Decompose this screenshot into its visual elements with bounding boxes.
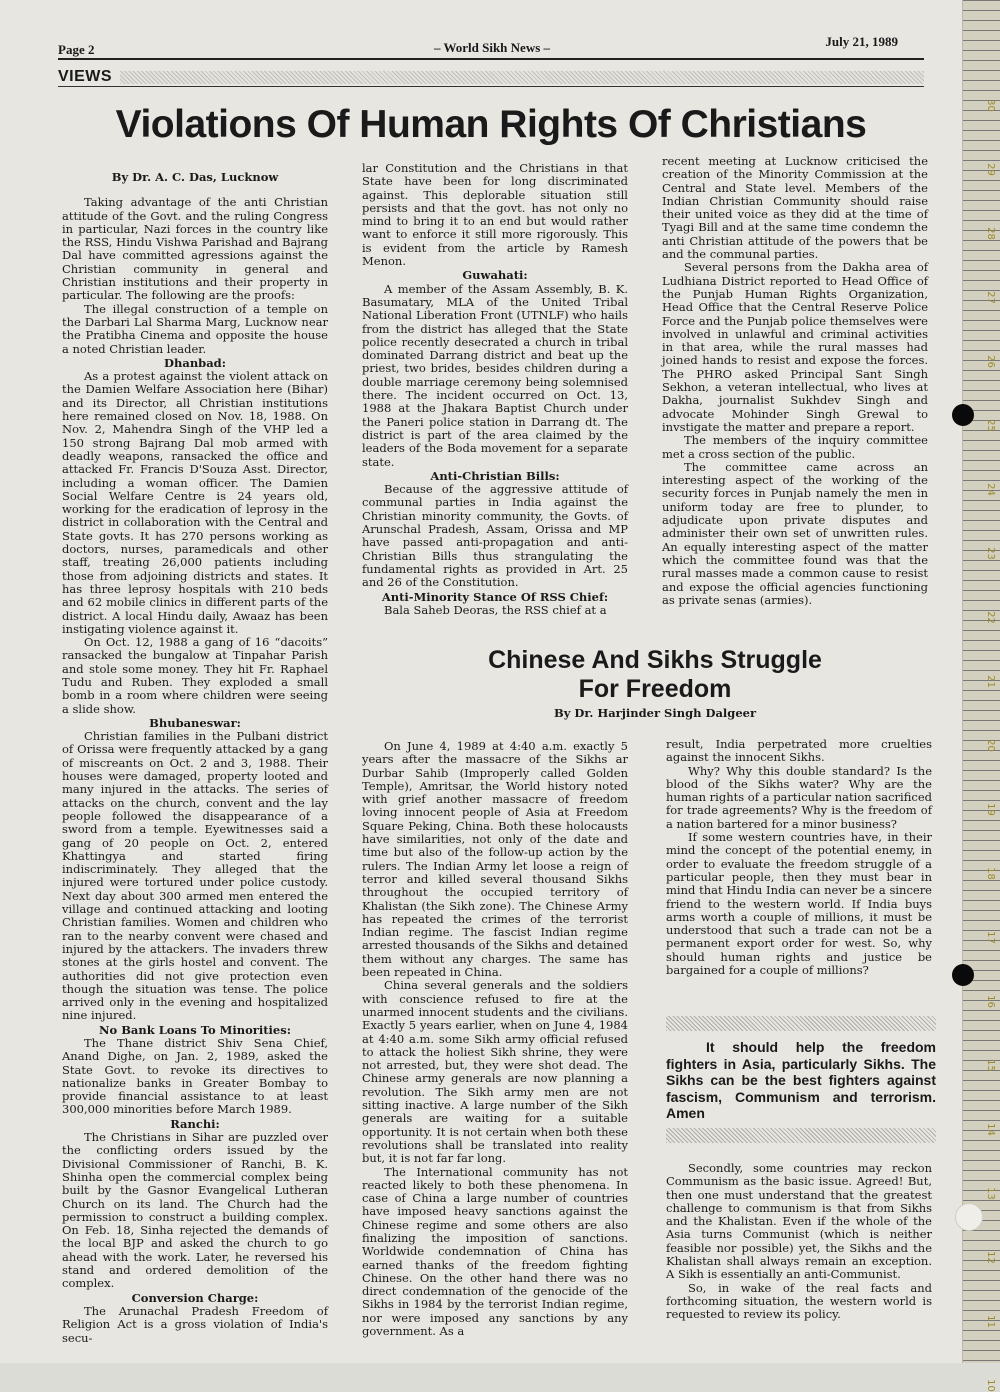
ruler-tick: 26 xyxy=(985,355,997,368)
punch-hole-empty xyxy=(955,1203,983,1231)
article2-title-line2: For Freedom xyxy=(578,675,732,703)
ruler-tick: 10 xyxy=(985,1379,997,1392)
paragraph: The Arunachal Pradesh Freedom of Religion Act is a gross violation of India's secu- xyxy=(62,1303,328,1345)
paragraph: So, in wake of the real facts and forthcoming situation, the western world is requested to review its policy. xyxy=(666,1280,932,1322)
subheading: Dhanbad: xyxy=(164,355,226,370)
paper-name: – World Sikh News – xyxy=(433,40,551,55)
subheading: Anti-Christian Bills: xyxy=(430,468,560,483)
ruler-tick: 13 xyxy=(985,1187,997,1200)
paragraph: The Thane district Shiv Sena Chief, Anand Dighe, on Jan. 2, 1989, asked the State Govt. to revoke its directives to nationalize banks in Greater Bombay to provide financial assistance to at least 300,000 minorities before March 1989. xyxy=(62,1036,328,1117)
ruler xyxy=(962,0,1000,1392)
ruler-tick: 18 xyxy=(985,867,997,880)
ruler-tick: 17 xyxy=(985,931,997,944)
paragraph: Taking advantage of the anti Christian attitude of the Govt. and the ruling Congress in particular, Nazi forces in the country like the RSS, Hindu Vishwa Parishad and Bajrang Dal have committed agressions against the Christian community in general and Christian institutions and their property in particular. The following are the proofs: xyxy=(62,195,328,303)
section-rule xyxy=(58,86,924,87)
subheading: Bhubaneswar: xyxy=(149,715,241,730)
paragraph: On Oct. 12, 1988 a gang of 16 “dacoits” ransacked the bungalow at Tinpahar Parish and stole some money. They hit Fr. Raphael Tudu and Ruben. They exploded a small bomb in a room where children were seeing a slide show. xyxy=(62,635,328,716)
subheading: Ranchi: xyxy=(170,1116,220,1131)
pull-quote-band-top xyxy=(666,1016,936,1031)
ruler-tick: 30 xyxy=(985,99,997,112)
paragraph: result, India perpetrated more cruelties against the innocent Sikhs. xyxy=(666,737,932,765)
paragraph: Several persons from the Dakha area of Ludhiana District reported to Head Office of the Punjab Human Rights Organization, Head Office that the Central Reserve Police Force and the Punjab police themselves were involved in unlawful and criminal activities in that area, while the rural masses had joined hands to resist and expose the forces. The PHRO asked Principal Sant Singh Sekhon, a veteran intellectual, who lives at Dakha, journalist Sukhdev Singh and advocate Mohinder Singh Grewal to invstigate the matter and prepare a report. xyxy=(662,260,928,434)
ruler-tick: 15 xyxy=(985,1059,997,1072)
paragraph: Because of the aggressive attitude of communal parties in India against the Christian minority community, the Govts. of Arunschal Pradesh, Assam, Orissa and MP have passed anti-propagation and anti-Christian Bills thus strangulating the fundamental rights as provided in Art. 25 and 26 of the Constitution. xyxy=(362,482,628,590)
ruler-tick: 16 xyxy=(985,995,997,1008)
section-band xyxy=(120,71,924,84)
paragraph: As a protest against the violent attack on the Damien Welfare Association here (Bihar) and its Director, all Christian institutions here remained closed on Nov. 18, 1988. On Nov. 2, Mahendra Singh of the VHP led a 150 strong Bajrang Dal mob armed with deadly weapons, ransacked the office and attacked Fr. Francis D'Souza Asst. Director, including a woman officer. The Damien Social Welfare Centre is 24 years old, working for the eradication of leprosy in the district in collaboration with the Central and State govts. It has 270 persons working as doctors, nurses, paramedicals and other staff, treating 26,000 patients including those from adjoining districts and states. It has three leprosy hospitals with 210 beds and 62 mobile clinics in different parts of the district. A local Hindu daily, Awaaz has been instigating violence against it. xyxy=(62,369,328,636)
article1-title: Violations Of Human Rights Of Christians xyxy=(115,103,867,146)
pull-quote xyxy=(666,1016,936,1143)
paragraph: Christian families in the Pulbani district of Orissa were frequently attacked by a gang of miscreants on Oct. 2 and 3, 1988. Their houses were damaged, property looted and many injured in the attacks. The series of attacks on the church, convent and the lay people followed the disappearance of a sword from a temple. Eyewitnesses said a gang of 20 people on Oct. 2, entered Khattingya and started firing indiscriminately. They alleged that the injured were tortured under police custody. Next day about 300 armed men entered the village and continued attacking and looting Christian families. Women and children who ran to the nearby convent were chased and injured by the attackers. The invaders threw stones at the girls hostel and convent. The authorities did not give protection even though the situation was tense. The police arrived only in the evening and hospitalized nine injured. xyxy=(62,729,328,1023)
pull-quote-band-bottom xyxy=(666,1128,936,1143)
ruler-tick: 20 xyxy=(985,739,997,752)
ruler-tick: 27 xyxy=(985,291,997,304)
article1-column-2 xyxy=(362,162,628,617)
paragraph: China several generals and the soldiers with conscience refused to fire at the unarmed innocent students and the civilians. Exactly 5 years earlier, when on June 4, 1984 at 4:40 a.m. some Sikh army official refused to attack the holiest Sikh shrine, they were not arrested, but, they were shot dead. The Chinese army generals are now planning a revolution. The Sikh army men are not sitting inactive. A large number of the Sikh generals are waiting for a suitable opportunity. It is not certain when both these revolutions shall be translated into reality but, it is not far far long. xyxy=(362,978,628,1166)
header-rule xyxy=(58,58,924,60)
article1-byline: By Dr. A. C. Das, Lucknow xyxy=(111,170,279,184)
ruler-tick: 21 xyxy=(985,675,997,688)
article2-byline: By Dr. Harjinder Singh Dalgeer xyxy=(553,706,757,720)
ruler-tick: 19 xyxy=(985,803,997,816)
ruler-tick: 28 xyxy=(985,227,997,240)
article2-column-2 xyxy=(666,738,932,977)
paragraph: Why? Why this double standard? Is the blood of the Sikhs water? Why are the human rights of a particular nation sacrificed for trade agreements? Why is the freedom of a nation bartered for a minor business? xyxy=(666,763,932,831)
ruler-tick: 22 xyxy=(985,611,997,624)
article2-column-2-continued xyxy=(666,1162,932,1322)
article1-column-1 xyxy=(62,165,328,1345)
paragraph: On June 4, 1989 at 4:40 a.m. exactly 5 years after the massacre of the Sikhs ar Durbar Sahib (Improperly called Golden Temple), Amritsar, the World history noted with grief another massacre of freedom loving innocent people of Asia at Freedom Square Peking, China. Both these holocausts have similarities, not only of the date and time but also of the follow-up action by the rulers. The Indian Army let loose a reign of terror and killed several thousand Sikhs throughout the occupied territory of Khalistan (the Sikh zone). The Chinese Army has repeated the crimes of the terrorist Indian regime. The fascist Indian regime arrested thousands of the Sikhs and detained them without any charges. The same has been repeated in China. xyxy=(362,739,628,980)
ruler-tick: 11 xyxy=(985,1315,997,1328)
article1-column-3 xyxy=(662,155,928,607)
article2-title xyxy=(380,646,930,704)
paragraph: The members of the inquiry committee met a cross section of the public. xyxy=(662,433,928,461)
article2-title-line1: Chinese And Sikhs Struggle xyxy=(488,646,822,674)
section-label: VIEWS xyxy=(58,68,113,85)
subheading: No Bank Loans To Minorities: xyxy=(99,1022,291,1037)
subheading: Anti-Minority Stance Of RSS Chief: xyxy=(381,589,609,604)
paragraph: The International community has not reacted likely to both these phenomena. In case of China a large number of countries have imposed heavy sanctions against the Chinese regime and some others are also finalizing the imposition of sanctions. Worldwide condemnation of China has earned thanks of the freedom fighting Chinese. On the other hand there was no direct condemnation of the genocide of the Sikhs in 1984 by the terrorist Indian regime, nor were imposed any sanctions by any government. As a xyxy=(362,1164,628,1339)
ruler-tick: 12 xyxy=(985,1251,997,1264)
subheading: Guwahati: xyxy=(462,268,528,283)
issue-date: July 21, 1989 xyxy=(825,34,898,49)
paragraph: Secondly, some countries may reckon Communism as the basic issue. Agreed! But, then one must understand that the greatest challenge to communism is that from Sikhs and the Khalistan. Even if the whole of the Asia turns Communist (which is neither feasible nor possible) yet, the Sikhs and the Khalistan shall always remain an exception. A Sikh is essentially an anti-Communist. xyxy=(666,1161,932,1282)
article2-column-1 xyxy=(362,740,628,1338)
section-bar xyxy=(58,66,924,86)
ruler-tick: 23 xyxy=(985,547,997,560)
paragraph: lar Constitution and the Christians in that State have been for long discriminated against. This deplorable situation still persists and that the govt. has not only no mind to bring it to an end but would rather want to enforce it still more rigorously. This is evident from the article by Ramesh Menon. xyxy=(362,161,628,269)
punch-hole xyxy=(952,964,974,986)
page-number: Page 2 xyxy=(58,42,95,57)
ruler-tick: 14 xyxy=(985,1123,997,1136)
paragraph: The illegal construction of a temple on the Darbari Lal Sharma Marg, Lucknow near the Pratibha Cinema and opposite the house a noted Christian leader. xyxy=(62,301,328,356)
pull-quote-text: It should help the freedom fighters in Asia, particularly Sikhs. The Sikhs can be the best fighters against fascism, Communism and terrorism. Amen xyxy=(666,1039,936,1121)
ruler-tick: 29 xyxy=(985,163,997,176)
paragraph: The committee came across an interesting aspect of the working of the security forces in Punjab namely the men in uniform today are free to plunder, to adjudicate upon private disputes and administer their own set of unwritten rules. An equally interesting aspect of the matter which the committee found was that the rural masses made a common cause to resist and expose the official agencies functioning as private senas (armies). xyxy=(662,459,928,607)
ruler-tick: 24 xyxy=(985,483,997,496)
ruler-tick: 25 xyxy=(985,419,997,432)
paragraph: A member of the Assam Assembly, B. K. Basumatary, MLA of the United Tribal National Liberation Front (UTNLF) who hails from the district has alleged that the State police recently desecrated a church in tribal dominated Darrang district and beat up the priest, two brides, besides children during a double marriage ceremony being solemnised there. The incident occurred on Oct. 13, 1988 at the Jhakara Baptist Church under the Paneri police station in Darrang dt. The district is part of the area claimed by the leaders of the Boda movement for a separate state. xyxy=(362,281,628,469)
paragraph: The Christians in Sihar are puzzled over the conflicting orders issued by the Divisional Commissioner of Ranchi, B. K. Shinha open the commercial complex being built by the Gasnor Evangelical Lutheran Church on its land. The Church had the permission to construct a building complex. On Feb. 18, Sinha rejected the demands of the local BJP and asked the church to go ahead with the work. Later, he reversed his stand and ordered demolition of the complex. xyxy=(62,1130,328,1291)
paragraph: If some western countries have, in their mind the concept of the potential enemy, in order to evaluate the freedom struggle of a particular people, then they must bear in mind that Hindu India can never be a sincere friend to the western world. If India buys arms worth a couple of millions, it must be understood that such a trade can not be a permanent export order for west. So, why should human rights and justice be bargained for a couple of millions? xyxy=(666,830,932,978)
subheading: Conversion Charge: xyxy=(131,1290,259,1305)
punch-hole xyxy=(952,404,974,426)
paragraph: Bala Saheb Deoras, the RSS chief at a xyxy=(384,602,607,617)
paragraph: recent meeting at Lucknow criticised the creation of the Minority Commission at the Central and State level. Members of the Indian Christian Community should raise their united voice as they did at the time of Tyagi Bill and at the same time condemn the anti Christian attitude of the powers that be and the communal parties. xyxy=(662,154,928,262)
page-header xyxy=(58,34,926,58)
